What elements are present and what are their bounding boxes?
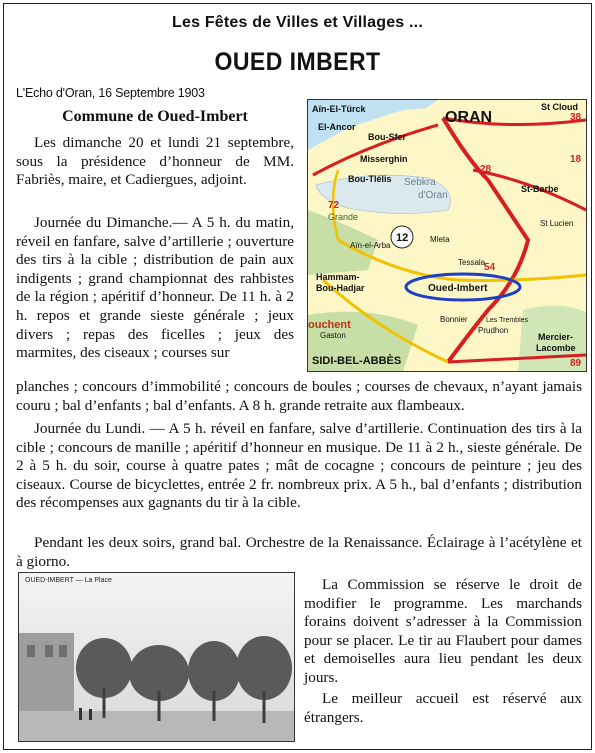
map-label-bou-tlelis: Bou-Tlélis [348, 174, 392, 184]
map-label-mercier: Mercier- [538, 332, 574, 342]
map-label-d-oran: d'Oran [418, 190, 448, 201]
map-label-hammam: Hammam- [316, 272, 360, 282]
map-label-grande: Grande [328, 212, 359, 222]
map-label-route-12: 12 [396, 232, 409, 244]
series-heading: Les Fêtes de Villes et Villages ... [172, 14, 423, 31]
historic-photo [18, 572, 295, 742]
map-label-28: 28 [480, 164, 492, 175]
map-label-ain-el-arba: Aïn-el-Arba [350, 241, 391, 250]
paragraph-intro: Les dimanche 20 et lundi 21 septembre, sous la présidence d’honneur de MM. Fabriès, maire, et Cadiergues, adjoint. [16, 134, 294, 189]
map-label-gaston: Gaston [320, 331, 346, 340]
map-label-38: 38 [570, 112, 582, 123]
region-map-graphic [308, 100, 586, 371]
map-label-18: 18 [570, 154, 582, 165]
paragraph-sunday-continued: planches ; concours d’immobilité ; concours de boules ; courses de chevaux, n’ayant jamais couru ; bal d’enfants ; bal d’enfants. A 8 h. grande retraite aux flambeaux. [16, 378, 582, 414]
paragraph-commission: La Commission se réserve le droit de modifier le programme. Les marchands forains doivent s’adresser à la Commission pour se placer. Le tir au Flaubert pour dames et demoiselles aura lieu pendant les deux jours. [304, 576, 582, 686]
map-label-bou-hadjar: Bou-Hadjar [316, 283, 365, 293]
paragraph-monday: Journée du Lundi. — A 5 h. réveil en fanfare, salve d’artillerie. Continuation des tirs à la cible ; concours de manille ; apéritif d’honneur en musique. De 11 à 2 h., sieste générale. De 2 à 5 h. du soir, course à quatre pates ; mât de cocagne ; concours de peinture ; jeu des ciseaux. Course de bicyclettes, entrée 2 fr. nombreux prix. A 5 h., bal d’enfants ; distribution des récompenses aux gagnants du tir à la cible. [16, 420, 582, 512]
map-label-89: 89 [570, 358, 582, 369]
photo-window-3 [59, 645, 67, 657]
map-label-bou-sfer: Bou-Sfer [368, 132, 406, 142]
paragraph-evenings: Pendant les deux soirs, grand bal. Orchestre de la Renaissance. Éclairage à l’acétylène et à giorno. [16, 534, 582, 570]
photo-ground [19, 711, 294, 741]
paragraph-sunday: Journée du Dimanche.— A 5 h. du matin, réveil en fanfare, salve d’artillerie ; ouverture des tirs à la cible ; distribution de pain aux indigents ; grand championnat des rahbistes de la région ; apéritif d’honneur. De 11 h. à 2 h. repos et grande sieste générale ; jeux divers ; repas des ficelles ; jeux des marmites, des ciseaux ; courses sur [16, 214, 294, 362]
map-label-prudhon: Prudhon [478, 326, 509, 335]
map-label-sidi-bel-abbes: SIDI-BEL-ABBÈS [312, 355, 402, 367]
map-label-el-ancor: El-Ancor [318, 122, 356, 132]
map-label-lacombe: Lacombe [536, 343, 576, 353]
map-label-st-lucien: St Lucien [540, 219, 574, 228]
map-label-misserghin: Misserghin [360, 154, 408, 164]
paragraph-welcome: Le meilleur accueil est réservé aux étrangers. [304, 690, 582, 726]
map-label-oran: ORAN [445, 109, 493, 126]
source-citation: L'Echo d'Oran, 16 Septembre 1903 [16, 86, 205, 100]
map-label-72: 72 [328, 200, 340, 211]
article-subhead: Commune de Oued-Imbert [62, 108, 248, 125]
map-label-oued-imbert: Oued-Imbert [428, 283, 488, 294]
article-frame [3, 3, 592, 750]
map-label-bonnier: Bonnier [440, 315, 468, 324]
map-label-trembles: Les Trembles [486, 317, 529, 324]
region-map [307, 99, 587, 372]
photo-caption: OUED-IMBERT — La Place [25, 577, 112, 584]
map-label-st-barbe: St-Barbe [521, 184, 559, 194]
map-label-mleta: Mleta [430, 235, 450, 244]
map-label-ain-el-turck: Aïn-El-Türck [312, 104, 366, 114]
map-label-ouchent: ouchent [308, 319, 351, 331]
page-title: OUED IMBERT [214, 48, 381, 76]
map-label-sebkra: Sebkra [404, 177, 436, 188]
map-label-tessala: Tessala [458, 258, 486, 267]
photo-window-1 [27, 645, 35, 657]
historic-photo-graphic [19, 573, 294, 741]
photo-window-2 [45, 645, 53, 657]
map-label-54: 54 [484, 262, 496, 273]
map-label-st-cloud: St Cloud [541, 102, 578, 112]
